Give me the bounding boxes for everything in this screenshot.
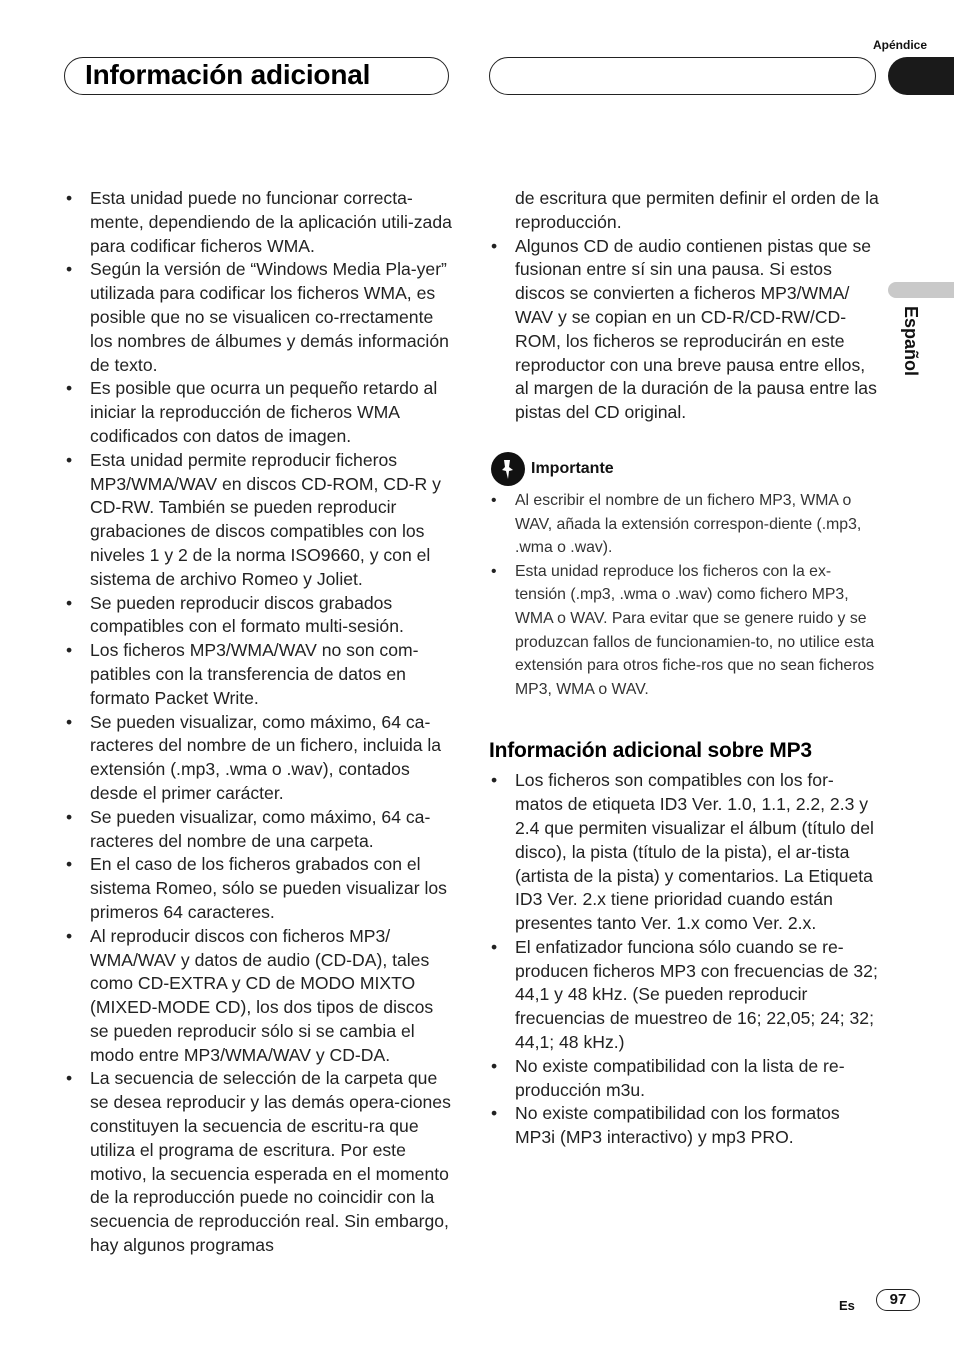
left-bullet-list	[64, 187, 454, 1258]
left-column	[64, 187, 454, 1258]
list-item: • Al escribir el nombre de un fichero MP3, WMA o WAV, añada la extensión correspon-diente (.mp3, .wma o .wav).	[489, 489, 879, 560]
list-item: • No existe compatibilidad con los formatos MP3i (MP3 interactivo) y mp3 PRO.	[489, 1102, 879, 1150]
important-label: Importante	[531, 459, 614, 477]
list-item-continuation: de escritura que permiten definir el orden de la reproducción.	[515, 188, 879, 232]
list-item: • Se pueden reproducir discos grabados compatibles con el formato multi-sesión.	[64, 592, 454, 640]
black-tab	[888, 57, 954, 95]
list-item: • No existe compatibilidad con la lista de re-producción m3u.	[489, 1055, 879, 1103]
side-language-label: Español	[901, 306, 921, 377]
footer-language-code: Es	[839, 1298, 855, 1313]
list-item: • Según la versión de “Windows Media Pla-yer” utilizada para codificar los ficheros WMA, es posible que no se visualicen co-rrectamente los nombres de álbumes y demás información de texto.	[64, 258, 454, 377]
list-item: • Esta unidad puede no funcionar correcta-mente, dependiendo de la aplicación utili-zada para codificar ficheros WMA.	[64, 187, 454, 258]
page-number: 97	[876, 1289, 920, 1311]
list-item: • Al reproducir discos con ficheros MP3/ WMA/WAV y datos de audio (CD-DA), tales como CD-EXTRA y CD de MODO MIXTO (MIXED-MODE CD), los dos tipos de discos se pueden reproducir sólo si se cambia el modo entre MP3/WMA/WAV y CD-DA.	[64, 925, 454, 1068]
section-label: Apéndice	[872, 38, 927, 52]
list-item: • Esta unidad reproduce los ficheros con la ex-tensión (.mp3, .wma o .wav) como fichero MP3, WMA o WAV. Para evitar que se genere ruido y se produzcan fallos de funcionamien-to, no utilice esta extensión para otros fiche-ros que no sean ficheros MP3, WMA o WAV.	[489, 560, 879, 702]
list-item: • Se pueden visualizar, como máximo, 64 ca-racteres del nombre de una carpeta.	[64, 806, 454, 854]
title-box-empty	[489, 57, 876, 95]
list-item: • Los ficheros son compatibles con los for-matos de etiqueta ID3 Ver. 1.0, 1.1, 2.2, 2.3 y 2.4 que permiten visualizar el álbum (título del disco), la pista (título de la pista), el ar-tista (artista de la pista) y comentarios. La Etiqueta ID3 Ver. 2.x tiene prioridad cuando están presentes tanto Ver. 1.x como Ver. 2.x.	[489, 769, 879, 936]
title-box	[64, 57, 449, 95]
list-item: • El enfatizador funciona sólo cuando se re-producen ficheros MP3 con frecuencias de 32; 44,1 y 48 kHz. (Se pueden reproducir frecuencias de muestreo de 16; 22,05; 24; 32; 44,1; 48 kHz.)	[489, 936, 879, 1055]
list-item: • En el caso de los ficheros grabados con el sistema Romeo, sólo se pueden visualizar los primeros 64 caracteres.	[64, 853, 454, 924]
page-title: Información adicional	[85, 59, 371, 90]
right-column	[489, 187, 879, 1150]
right-bullet-list	[489, 187, 879, 425]
list-item: • Se pueden visualizar, como máximo, 64 ca-racteres del nombre de un fichero, incluida la extensión (.mp3, .wma o .wav), contados desde el primer carácter.	[64, 711, 454, 806]
important-icon	[491, 452, 525, 486]
list-item: • La secuencia de selección de la carpeta que se desea reproducir y las demás opera-ciones constituyen la secuencia de escritu-ra que utiliza el programa de escritura. Por este motivo, la secuencia esperada en el momento de la reproducción puede no coincidir con la secuencia de reproducción real. Sin embargo, hay algunos programas	[64, 1067, 454, 1257]
list-item: • Es posible que ocurra un pequeño retardo al iniciar la reproducción de ficheros WMA codificados con datos de imagen.	[64, 377, 454, 448]
list-item: • Algunos CD de audio contienen pistas que se fusionan entre sí sin una pausa. Si estos discos se convierten a ficheros MP3/WMA/ WAV y se copian en un CD-R/CD-RW/CD-ROM, los ficheros se reproducirán en este reproductor con una breve pausa entre ellos, al margen de la duración de la pausa entre las pistas del CD original.	[489, 235, 879, 425]
mp3-bullet-list	[489, 769, 879, 1150]
important-header	[489, 452, 879, 486]
list-item: • Esta unidad permite reproducir ficheros MP3/WMA/WAV en discos CD-ROM, CD-R y CD-RW. También se pueden reproducir grabaciones de discos compatibles con los niveles 1 y 2 de la norma ISO9660, y con el sistema de archivo Romeo y Joliet.	[64, 449, 454, 592]
side-tab-bar	[888, 282, 954, 298]
mp3-section-heading: Información adicional sobre MP3	[489, 739, 812, 763]
list-item: • Los ficheros MP3/WMA/WAV no son com-patibles con la transferencia de datos en formato Packet Write.	[64, 639, 454, 710]
important-list	[489, 489, 879, 701]
